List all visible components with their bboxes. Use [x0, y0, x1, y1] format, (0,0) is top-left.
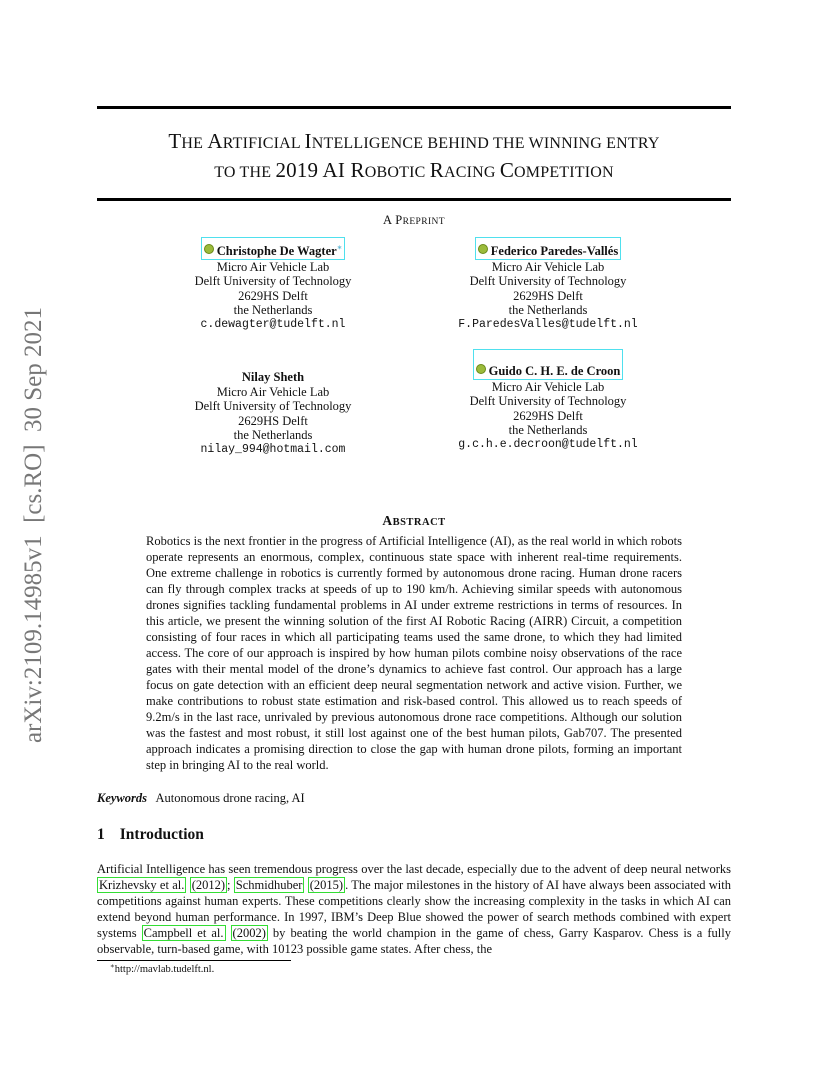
title-segment: TO THE [214, 164, 276, 181]
author-block-4 [398, 349, 698, 453]
author-email-2: F.ParedesValles@tudelft.nl [458, 317, 638, 331]
title-bottom-rule [97, 198, 731, 201]
title-top-rule [97, 106, 731, 109]
author-affil-lab: Micro Air Vehicle Lab [491, 379, 605, 394]
author-affil-postcode: 2629HS Delft [238, 413, 308, 428]
title-segment: ACING [443, 164, 500, 181]
author-affil-postcode: 2629HS Delft [513, 288, 583, 303]
paper-title [97, 128, 731, 186]
footnote-text: http://mavlab.tudelft.nl. [114, 964, 215, 975]
abstract-heading-rest: BSTRACT [392, 517, 446, 528]
title-segment: HE [181, 135, 208, 152]
preprint-first: A P [382, 213, 403, 227]
footnote-rule [97, 960, 291, 961]
author-affil-country: the Netherlands [508, 303, 588, 318]
author-name-link-1[interactable] [201, 237, 345, 260]
author-affil-university: Delft University of Technology [194, 274, 352, 289]
title-line-2 [97, 157, 731, 186]
author-email-3: nilay_994@hotmail.com [200, 442, 346, 456]
author-affil-postcode: 2629HS Delft [238, 288, 308, 303]
arxiv-id: arXiv:2109.14985v1 [cs.RO] 30 Sep 2021 [20, 306, 47, 744]
author-name-3: Nilay Sheth [241, 370, 305, 384]
footnote-mark: ∗ [110, 962, 115, 970]
author-name-2: Federico Paredes-Vallés [490, 244, 619, 258]
author-footnote-mark[interactable]: ∗ [336, 243, 343, 252]
author-affil-university: Delft University of Technology [469, 394, 627, 409]
author-email-1: c.dewagter@tudelft.nl [200, 317, 346, 331]
orcid-icon[interactable] [476, 364, 486, 374]
author-name-link-2[interactable] [475, 237, 621, 260]
title-segment: 2019 AI R [275, 158, 365, 182]
title-segment: NTELLIGENCE BEHIND THE WINNING ENTRY [311, 135, 660, 152]
title-segment: C [499, 158, 515, 182]
author-email-4: g.c.h.e.decroon@tudelft.nl [458, 437, 638, 451]
abstract-heading: ABSTRACT [382, 513, 446, 528]
preprint-rest: REPRINT [402, 217, 445, 227]
author-affil-postcode: 2629HS Delft [513, 408, 583, 423]
citation-link[interactable]: (2012) [191, 878, 226, 892]
author-affil-lab: Micro Air Vehicle Lab [216, 259, 330, 274]
title-line-1 [97, 128, 731, 157]
title-segment: R [429, 158, 444, 182]
citation-link[interactable]: Campbell et al. [143, 926, 224, 940]
keywords-label: Keywords [97, 791, 147, 805]
author-block-3 [123, 370, 423, 458]
footnote [110, 964, 214, 975]
intro-text: by beating the world champion in the game of chess, Garry Kasparov. Chess is a fully observable, turn-based game, with 10123 possible game states. After chess, the [97, 926, 731, 956]
title-segment: I [304, 129, 312, 153]
preprint-label [97, 213, 731, 228]
title-segment: OMPETITION [514, 164, 614, 181]
author-name-link-4[interactable] [473, 349, 624, 380]
section-number: 1 [97, 826, 105, 843]
intro-paragraph [97, 861, 731, 957]
citation-link[interactable]: (2015) [309, 878, 344, 892]
orcid-icon[interactable] [204, 244, 214, 254]
author-affil-university: Delft University of Technology [194, 399, 352, 414]
intro-text: . The major milestones in the history of AI have always been associated with competitions against human experts. These competitions clearly show the increasing complexity in the tasks in which AI can extend beyond human performance. In 1997, IBM’s Deep Blue showed the power of search methods combined with expert systems [97, 878, 731, 940]
keywords-text: Autonomous drone racing, AI [155, 791, 305, 805]
section-heading [97, 826, 204, 844]
title-segment: A [207, 129, 223, 153]
author-affil-lab: Micro Air Vehicle Lab [491, 259, 605, 274]
author-block-2 [398, 237, 698, 333]
author-affil-lab: Micro Air Vehicle Lab [216, 384, 330, 399]
abstract-text: Robotics is the next frontier in the progress of Artificial Intelligence (AI), as the real world in which robots operate represents an enormous, complex, continuous state space with inherent real-time requirements. One extreme challenge in robotics is currently formed by autonomous drone racing. Human drone racers can fly through complex tracks at speeds of up to 190 km/h. Achieving similar speeds with autonomous drones signifies tackling fundamental problems in AI under extreme restrictions in terms of resources. In this article, we present the winning solution of the first AI Robotic Racing (AIRR) Circuit, a competition consisting of four races in which all participating teams used the same drone, to which they had limited access. The core of our approach is inspired by how human pilots combine noisy observations of the race gates with their mental model of the drone’s dynamics to achieve fast control. Our approach has a large focus on gate detection with an efficient deep neural segmentation network and active vision. Further, we make contributions to robust state estimation and risk-based control. This allowed us to reach speeds of 9.2m/s in the last race, unrivaled by previous autonomous drone race competitions. Although our solution was the fastest and most robust, it still lost against one of the best human pilots, Gab707. The presented approach indicates a promising direction to close the gap with human drone pilots, forming an important step in bringing AI to the real world. [146, 534, 682, 772]
citation-link[interactable]: Krizhevsky et al. [99, 878, 185, 892]
title-segment: OBOTIC [364, 164, 430, 181]
arxiv-stamp [14, 290, 54, 760]
citation-link[interactable]: Schmidhuber [235, 878, 303, 892]
citation-link[interactable]: (2002) [232, 926, 266, 940]
section-title: Introduction [119, 826, 204, 843]
author-name-1: Christophe De Wagter [216, 244, 337, 258]
author-name-4: Guido C. H. E. de Croon [488, 364, 621, 378]
orcid-icon[interactable] [478, 244, 488, 254]
intro-text: ; [227, 878, 234, 892]
author-block-1 [123, 237, 423, 333]
title-segment: T [168, 129, 182, 153]
keywords-line [97, 791, 305, 806]
author-affil-country: the Netherlands [508, 423, 588, 438]
author-affil-country: the Netherlands [233, 303, 313, 318]
author-affil-country: the Netherlands [233, 428, 313, 443]
title-segment: RTIFICIAL [222, 135, 305, 152]
intro-text: Artificial Intelligence has seen tremendous progress over the last decade, especially due to the advent of deep neural networks [97, 862, 731, 876]
author-affil-university: Delft University of Technology [469, 274, 627, 289]
